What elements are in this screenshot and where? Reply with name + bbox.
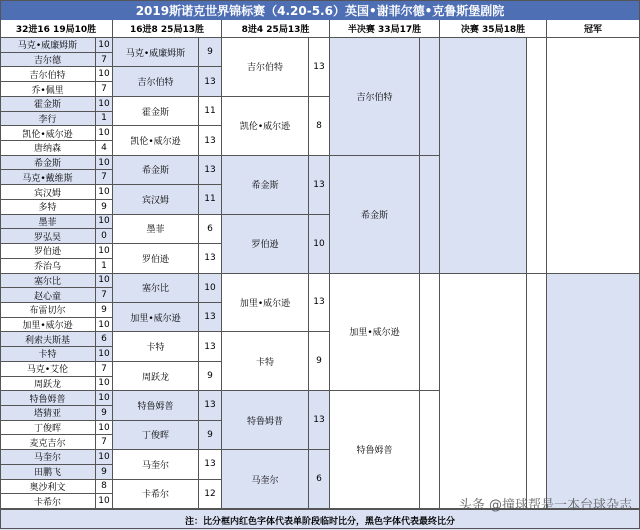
player-name: 周跃龙 xyxy=(113,362,199,391)
player-name: 马奎尔 xyxy=(113,450,199,479)
player-name: 加里•威尔逊 xyxy=(330,274,420,392)
player-name: 赵心童 xyxy=(0,288,96,303)
player-score: 10 xyxy=(96,215,113,230)
player-name: 吉尔伯特 xyxy=(113,67,199,96)
player-name: 田鹏飞 xyxy=(0,465,96,480)
player-score: 13 xyxy=(199,303,222,332)
player-name: 塞尔比 xyxy=(0,274,96,289)
player-name: 特鲁姆普 xyxy=(113,391,199,420)
player-score: 8 xyxy=(309,97,330,156)
player-score xyxy=(420,274,440,392)
player-score: 6 xyxy=(309,450,330,509)
player-name: 宾汉姆 xyxy=(113,185,199,214)
player-name: 马奎尔 xyxy=(222,450,309,509)
player-name: 马克•戴维斯 xyxy=(0,170,96,185)
player-score: 10 xyxy=(96,377,113,392)
player-score: 10 xyxy=(96,67,113,82)
final-score-slot xyxy=(527,274,547,510)
player-name: 卡特 xyxy=(113,332,199,361)
player-name: 特鲁姆普 xyxy=(0,391,96,406)
player-score: 10 xyxy=(96,185,113,200)
player-name: 乔•佩里 xyxy=(0,82,96,97)
player-name: 加里•威尔逊 xyxy=(113,303,199,332)
final-slot xyxy=(440,38,527,274)
player-score: 10 xyxy=(96,156,113,171)
player-score: 7 xyxy=(96,288,113,303)
player-score: 4 xyxy=(96,141,113,156)
player-score: 10 xyxy=(96,38,113,53)
player-name: 希金斯 xyxy=(113,156,199,185)
player-score xyxy=(420,391,440,509)
round-header: 冠军 xyxy=(547,20,640,38)
player-score: 9 xyxy=(96,406,113,421)
player-score: 10 xyxy=(96,318,113,333)
player-name: 马克•艾伦 xyxy=(0,362,96,377)
player-name: 加里•威尔逊 xyxy=(222,274,309,333)
player-score: 13 xyxy=(199,156,222,185)
player-score: 10 xyxy=(96,391,113,406)
player-score: 10 xyxy=(199,274,222,303)
player-name: 卡希尔 xyxy=(0,494,96,509)
player-score: 13 xyxy=(309,156,330,215)
player-score: 13 xyxy=(309,391,330,450)
player-score: 9 xyxy=(96,303,113,318)
player-score: 10 xyxy=(309,215,330,274)
player-score: 13 xyxy=(199,332,222,361)
player-score: 10 xyxy=(96,347,113,362)
footer-note: 注：比分框内红色字体代表单阶段临时比分，黑色字体代表最终比分 xyxy=(0,509,640,530)
player-name: 乔治乌 xyxy=(0,259,96,274)
player-name: 凯伦•威尔逊 xyxy=(222,97,309,156)
player-name: 希金斯 xyxy=(330,156,420,274)
page-title: 2019斯诺克世界锦标赛（4.20-5.6）英国•谢菲尔德•克鲁斯堡剧院 xyxy=(0,0,640,20)
player-score: 10 xyxy=(96,274,113,289)
player-score xyxy=(420,38,440,156)
player-name: 吉尔德 xyxy=(0,53,96,68)
final-slot xyxy=(440,274,527,510)
player-score: 9 xyxy=(199,421,222,450)
player-score: 13 xyxy=(309,38,330,97)
player-score: 13 xyxy=(199,126,222,155)
player-score: 9 xyxy=(199,38,222,67)
player-name: 卡特 xyxy=(0,347,96,362)
player-name: 李行 xyxy=(0,112,96,127)
player-score: 13 xyxy=(199,244,222,273)
player-score: 9 xyxy=(309,332,330,391)
player-name: 唐纳森 xyxy=(0,141,96,156)
player-name: 罗伯逊 xyxy=(113,244,199,273)
player-name: 罗伯逊 xyxy=(222,215,309,274)
final-slot xyxy=(547,274,640,510)
player-name: 凯伦•威尔逊 xyxy=(113,126,199,155)
player-score: 9 xyxy=(96,465,113,480)
final-score-slot xyxy=(527,38,547,274)
player-name: 塔猜亚 xyxy=(0,406,96,421)
round-header: 16进8 25局13胜 xyxy=(113,20,222,38)
player-score: 13 xyxy=(199,67,222,96)
player-score: 8 xyxy=(96,480,113,495)
watermark: 头条 @撞球帮是一本台球杂志 xyxy=(458,498,632,513)
player-name: 希金斯 xyxy=(0,156,96,171)
player-name: 凯伦•威尔逊 xyxy=(0,126,96,141)
player-score: 9 xyxy=(199,362,222,391)
player-name: 吉尔伯特 xyxy=(330,38,420,156)
player-score xyxy=(420,156,440,274)
player-name: 墨菲 xyxy=(0,215,96,230)
player-name: 特鲁姆普 xyxy=(330,391,420,509)
player-score: 7 xyxy=(96,435,113,450)
player-score: 10 xyxy=(96,244,113,259)
player-score: 1 xyxy=(96,112,113,127)
final-slot xyxy=(547,38,640,274)
player-name: 多特 xyxy=(0,200,96,215)
player-score: 7 xyxy=(96,170,113,185)
player-name: 吉尔伯特 xyxy=(0,67,96,82)
round-header: 8进4 25局13胜 xyxy=(222,20,330,38)
player-score: 10 xyxy=(96,450,113,465)
player-score: 6 xyxy=(96,332,113,347)
player-score: 10 xyxy=(96,126,113,141)
player-name: 罗伯逊 xyxy=(0,244,96,259)
player-score: 10 xyxy=(96,421,113,436)
player-score: 13 xyxy=(199,450,222,479)
player-name: 周跃龙 xyxy=(0,377,96,392)
player-name: 奥沙利文 xyxy=(0,480,96,495)
round-header: 32进16 19局10胜 xyxy=(0,20,113,38)
player-name: 特鲁姆普 xyxy=(222,391,309,450)
player-score: 0 xyxy=(96,229,113,244)
player-name: 吉尔伯特 xyxy=(222,38,309,97)
player-name: 加里•威尔逊 xyxy=(0,318,96,333)
player-name: 卡希尔 xyxy=(113,480,199,509)
player-score: 13 xyxy=(199,391,222,420)
player-name: 丁俊晖 xyxy=(0,421,96,436)
player-score: 13 xyxy=(309,274,330,333)
player-name: 马克•威廉姆斯 xyxy=(113,38,199,67)
player-score: 7 xyxy=(96,362,113,377)
round-header: 决赛 35局18胜 xyxy=(440,20,547,38)
player-score: 12 xyxy=(199,480,222,509)
player-score: 11 xyxy=(199,185,222,214)
player-name: 霍金斯 xyxy=(113,97,199,126)
player-name: 墨菲 xyxy=(113,215,199,244)
player-name: 罗弘昊 xyxy=(0,229,96,244)
player-score: 1 xyxy=(96,259,113,274)
player-name: 丁俊晖 xyxy=(113,421,199,450)
player-name: 利索夫斯基 xyxy=(0,332,96,347)
player-name: 宾汉姆 xyxy=(0,185,96,200)
player-name: 卡特 xyxy=(222,332,309,391)
player-score: 10 xyxy=(96,494,113,509)
player-score: 6 xyxy=(199,215,222,244)
player-score: 11 xyxy=(199,97,222,126)
player-score: 7 xyxy=(96,53,113,68)
player-score: 7 xyxy=(96,82,113,97)
player-name: 希金斯 xyxy=(222,156,309,215)
player-name: 马奎尔 xyxy=(0,450,96,465)
player-score: 9 xyxy=(96,200,113,215)
player-name: 马克•威廉姆斯 xyxy=(0,38,96,53)
player-name: 霍金斯 xyxy=(0,97,96,112)
player-name: 布雷切尔 xyxy=(0,303,96,318)
player-name: 塞尔比 xyxy=(113,274,199,303)
player-name: 麦克吉尔 xyxy=(0,435,96,450)
round-header: 半决赛 33局17胜 xyxy=(330,20,440,38)
player-score: 10 xyxy=(96,97,113,112)
